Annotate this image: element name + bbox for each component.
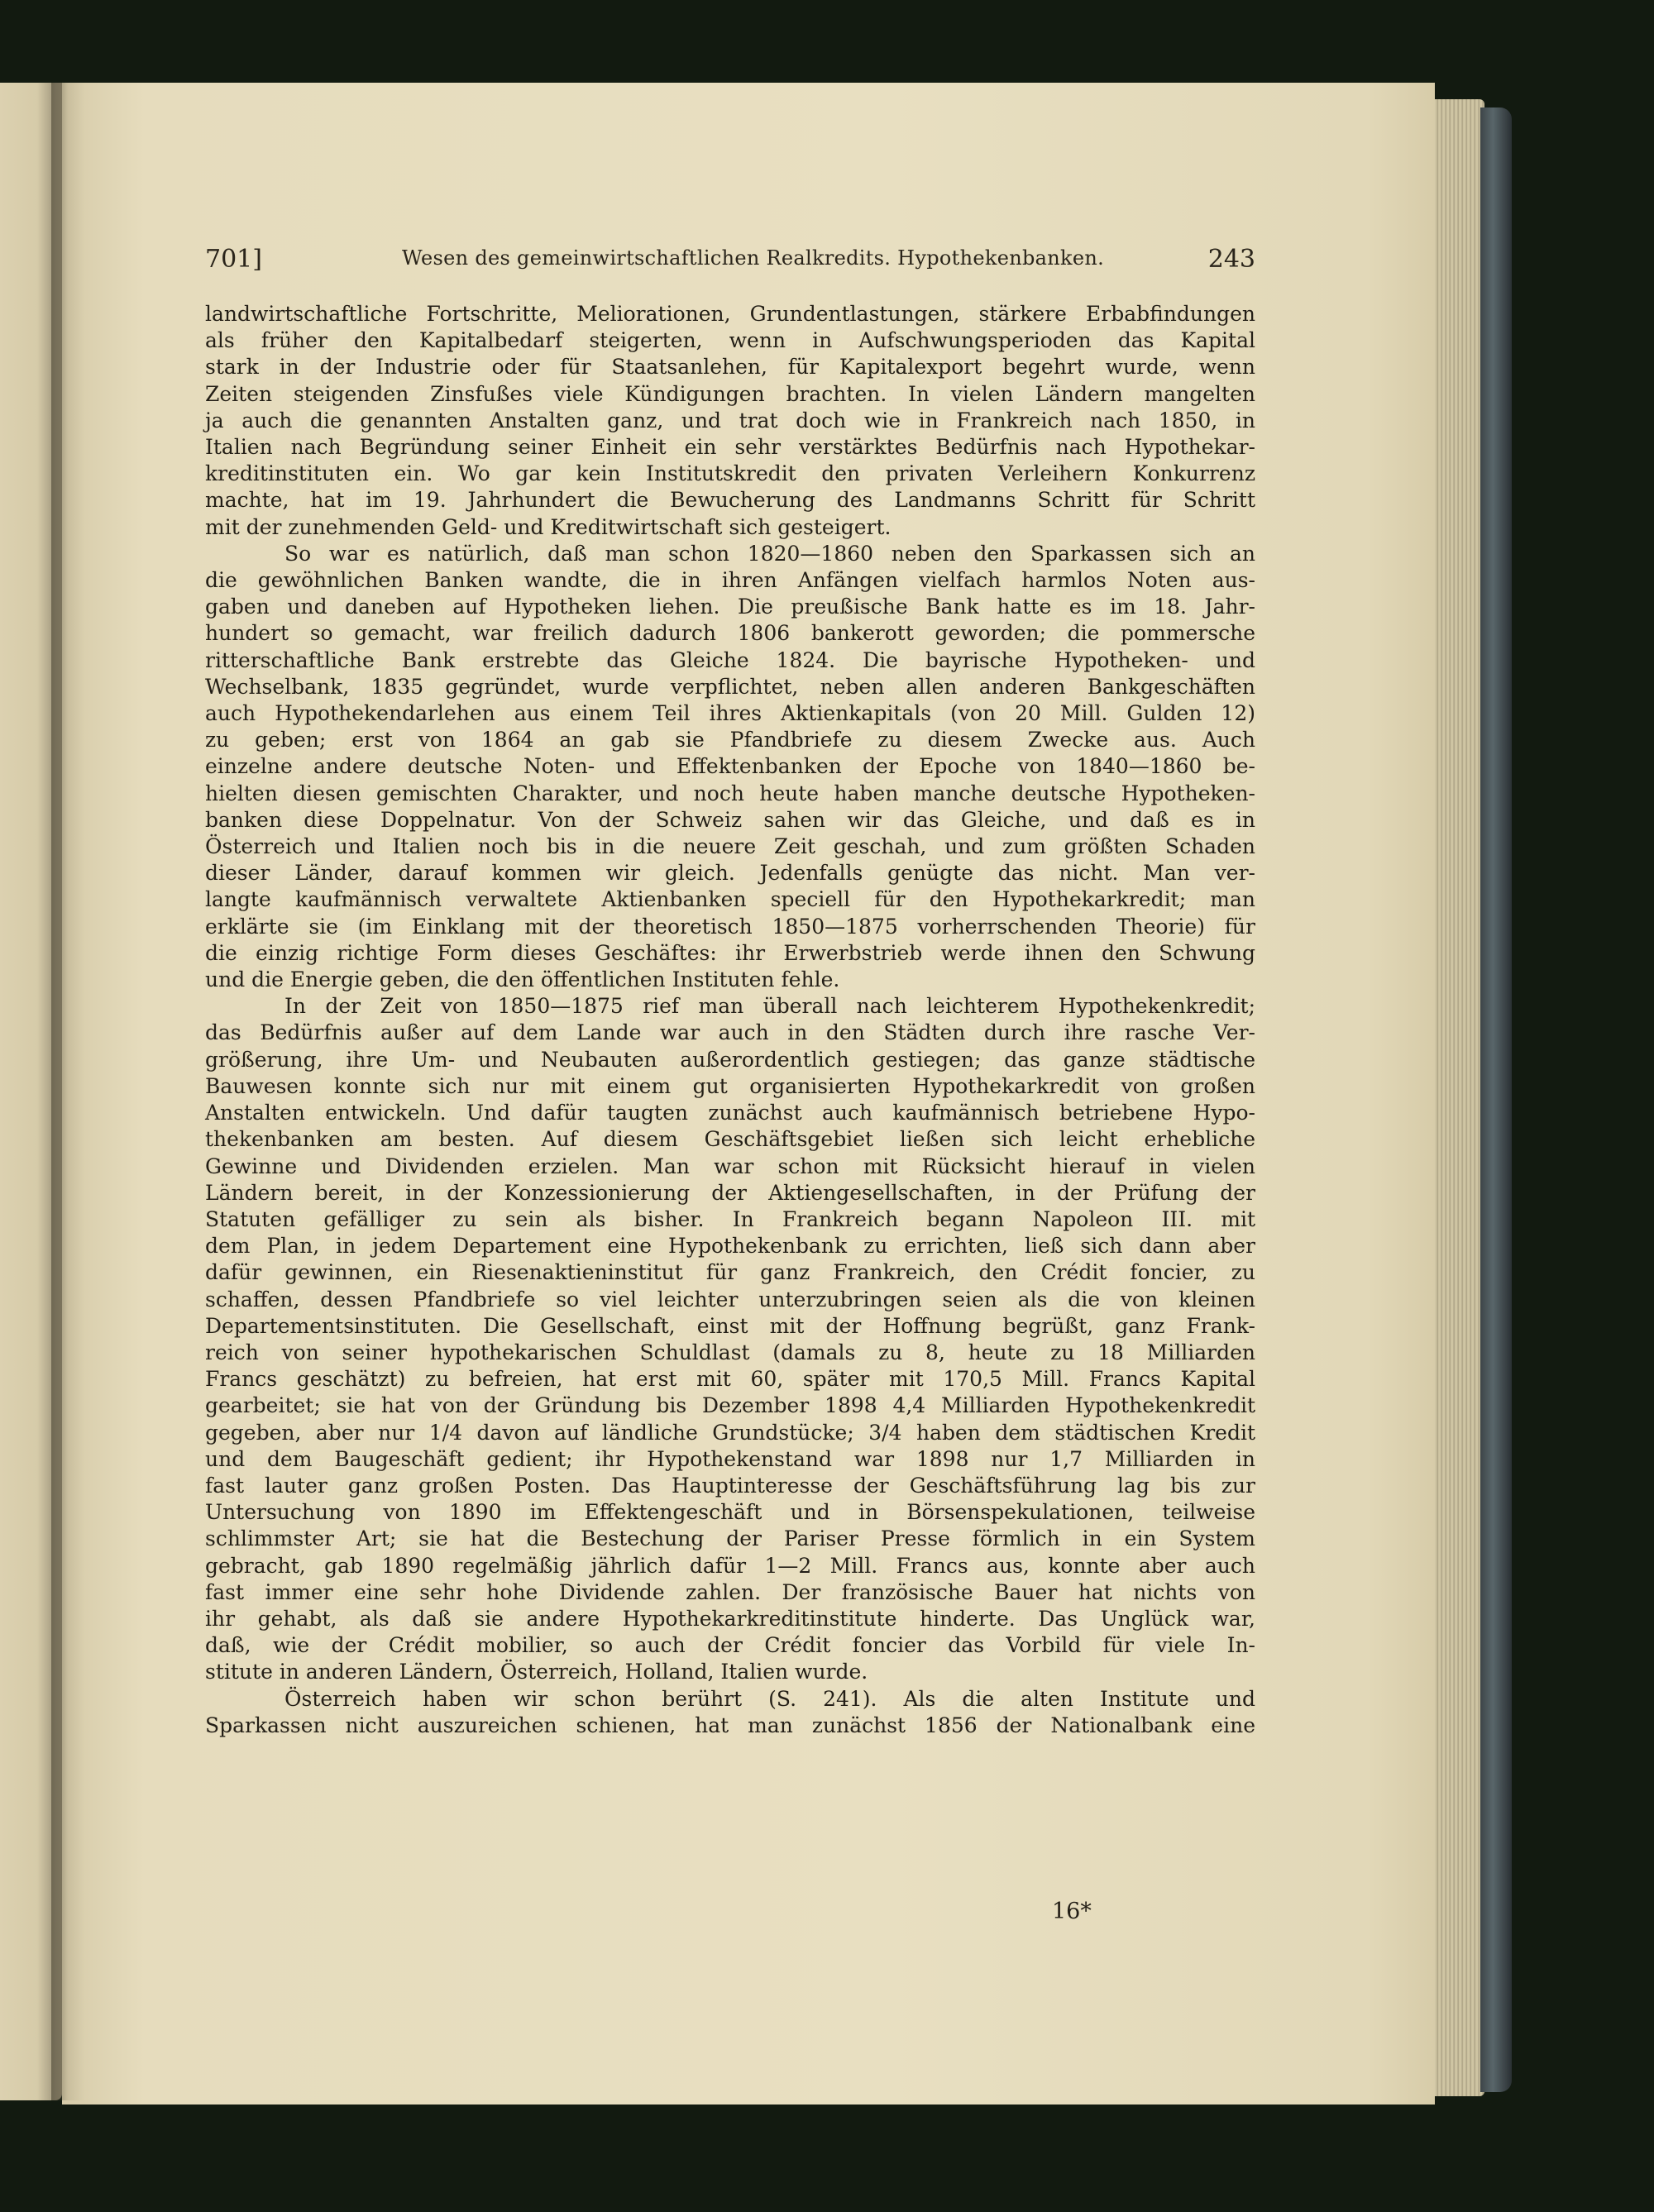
text-line: In der Zeit von 1850—1875 rief man überall nach leichterem Hypothekenkredit; — [284, 994, 1255, 1019]
text-line: Anstalten entwickeln. Und dafür taugten zunächst auch kaufmännisch betriebene Hypo- — [205, 1101, 1255, 1125]
text-line: ritterschaftliche Bank erstrebte das Gleiche 1824. Die bayrische Hypotheken- und — [205, 647, 1255, 672]
text-line: Gewinne und Dividenden erzielen. Man war schon mit Rücksicht hierauf in vielen — [205, 1154, 1255, 1178]
text-line: thekenbanken am besten. Auf diesem Geschäftsgebiet ließen sich leicht erhebliche — [205, 1127, 1255, 1152]
text-line: machte, hat im 19. Jahrhundert die Bewucherung des Landmanns Schritt für Schritt — [205, 488, 1255, 513]
book-cover-edge — [1480, 107, 1512, 2092]
text-line: gebracht, gab 1890 regelmäßig jährlich dafür 1—2 Mill. Francs aus, konnte aber auch — [205, 1553, 1255, 1578]
running-title: Wesen des gemeinwirtschaftlichen Realkredits. Hypothekenbanken. — [402, 246, 1105, 270]
text-line: schaffen, dessen Pfandbriefe so viel leichter unterzubringen seien als die von kleinen — [205, 1287, 1255, 1311]
text-line: gaben und daneben auf Hypotheken liehen. Die preußische Bank hatte es im 18. Jahr- — [205, 595, 1255, 619]
text-line: schlimmster Art; sie hat die Bestechung der Pariser Presse förmlich in ein System — [205, 1526, 1255, 1551]
text-line: einzelne andere deutsche Noten- und Effektenbanken der Epoche von 1840—1860 be- — [205, 754, 1255, 779]
text-line: als früher den Kapitalbedarf steigerten, wenn in Aufschwungsperioden das Kapital — [205, 328, 1255, 353]
text-line: und dem Baugeschäft gedient; ihr Hypothekenstand war 1898 nur 1,7 Milliarden in — [205, 1446, 1255, 1471]
text-line: auch Hypothekendarlehen aus einem Teil ihres Aktienkapitals (von 20 Mill. Gulden 12) — [205, 701, 1255, 726]
text-line: mit der zunehmenden Geld- und Kreditwirtschaft sich gesteigert. — [205, 514, 892, 539]
text-line: dem Plan, in jedem Departement eine Hypothekenbank zu errichten, ließ sich dann aber — [205, 1234, 1255, 1259]
page-stack-edge — [1435, 99, 1484, 2096]
text-line: und die Energie geben, die den öffentlichen Instituten fehle. — [205, 967, 840, 992]
text-line: größerung, ihre Um- und Neubauten außerordentlich gestiegen; das ganze städtische — [205, 1047, 1255, 1072]
text-line: Österreich und Italien noch bis in die neuere Zeit geschah, und zum größten Schaden — [205, 834, 1255, 859]
text-line: Sparkassen nicht auszureichen schienen, hat man zunächst 1856 der Nationalbank eine — [205, 1713, 1255, 1737]
text-line: Bauwesen konnte sich nur mit einem gut organisierten Hypothekarkredit von großen — [205, 1073, 1255, 1098]
text-line: zu geben; erst von 1864 an gab sie Pfandbriefe zu diesem Zwecke aus. Auch — [205, 728, 1255, 752]
text-line: ja auch die genannten Anstalten ganz, und trat doch wie in Frankreich nach 1850, in — [205, 408, 1255, 432]
text-line: ihr gehabt, als daß sie andere Hypothekarkreditinstitute hinderte. Das Unglück war, — [205, 1606, 1255, 1631]
text-line: Francs geschätzt) zu befreien, hat erst mit 60, später mit 170,5 Mill. Francs Kapital — [205, 1367, 1255, 1392]
text-line: stitute in anderen Ländern, Österreich, Holland, Italien wurde. — [205, 1660, 868, 1684]
text-line: Wechselbank, 1835 gegründet, wurde verpflichtet, neben allen anderen Bankgeschäften — [205, 674, 1255, 699]
body-text — [205, 301, 1255, 1739]
text-line: langte kaufmännisch verwaltete Aktienbanken speciell für den Hypothekarkredit; man — [205, 887, 1255, 912]
text-line: Österreich haben wir schon berührt (S. 241). Als die alten Institute und — [284, 1686, 1255, 1711]
signature-mark: 16* — [1052, 1899, 1092, 1924]
text-line: dieser Länder, darauf kommen wir gleich. Jedenfalls genügte das nicht. Man ver- — [205, 861, 1255, 886]
text-line: fast immer eine sehr hohe Dividende zahlen. Der französische Bauer hat nichts von — [205, 1579, 1255, 1604]
text-line: hundert so gemacht, war freilich dadurch 1806 bankerott geworden; die pommersche — [205, 621, 1255, 646]
text-line: die gewöhnlichen Banken wandte, die in ihren Anfängen vielfach harmlos Noten aus- — [205, 568, 1255, 593]
text-line: Italien nach Begründung seiner Einheit ein sehr verstärktes Bedürfnis nach Hypothekar- — [205, 435, 1255, 460]
chapter-page-number: 701] — [205, 245, 262, 274]
running-head — [205, 245, 1255, 278]
text-line: erklärte sie (im Einklang mit der theoretisch 1850—1875 vorherrschenden Theorie) für — [205, 914, 1255, 939]
text-line: die einzig richtige Form dieses Geschäftes: ihr Erwerbstrieb werde ihnen den Schwung — [205, 940, 1255, 965]
text-line: Ländern bereit, in der Konzessionierung der Aktiengesellschaften, in der Prüfung der — [205, 1180, 1255, 1205]
text-line: fast lauter ganz großen Posten. Das Hauptinteresse der Geschäftsführung lag bis zur — [205, 1473, 1255, 1498]
text-line: Zeiten steigenden Zinsfußes viele Kündigungen brachten. In vielen Ländern mangelten — [205, 381, 1255, 406]
gutter-shadow — [51, 83, 84, 2100]
page-number: 243 — [1207, 245, 1255, 274]
text-line: Untersuchung von 1890 im Effektengeschäft und in Börsenspekulationen, teilweise — [205, 1500, 1255, 1525]
text-line: gegeben, aber nur 1/4 davon auf ländliche Grundstücke; 3/4 haben dem städtischen Kredit — [205, 1420, 1255, 1445]
text-line: banken diese Doppelnatur. Von der Schweiz sahen wir das Gleiche, und daß es in — [205, 807, 1255, 832]
text-line: das Bedürfnis außer auf dem Lande war auch in den Städten durch ihre rasche Ver- — [205, 1020, 1255, 1045]
text-line: So war es natürlich, daß man schon 1820—1860 neben den Sparkassen sich an — [284, 541, 1255, 566]
text-line: Departementsinstituten. Die Gesellschaft, einst mit der Hoffnung begrüßt, ganz Frank- — [205, 1313, 1255, 1338]
text-line: kreditinstituten ein. Wo gar kein Institutskredit den privaten Verleihern Konkurrenz — [205, 461, 1255, 486]
text-line: daß, wie der Crédit mobilier, so auch der Crédit foncier das Vorbild für viele In- — [205, 1633, 1255, 1658]
text-line: Statuten gefälliger zu sein als bisher. In Frankreich begann Napoleon III. mit — [205, 1206, 1255, 1231]
text-line: hielten diesen gemischten Charakter, und noch heute haben manche deutsche Hypotheken- — [205, 781, 1255, 805]
text-line: reich von seiner hypothekarischen Schuldlast (damals zu 8, heute zu 18 Milliarden — [205, 1340, 1255, 1364]
text-line: stark in der Industrie oder für Staatsanlehen, für Kapitalexport begehrt wurde, wenn — [205, 355, 1255, 380]
text-line: dafür gewinnen, ein Riesenaktieninstitut für ganz Frankreich, den Crédit foncier, zu — [205, 1260, 1255, 1285]
text-line: landwirtschaftliche Fortschritte, Meliorationen, Grundentlastungen, stärkere Erbabfindungen — [205, 302, 1255, 326]
text-line: gearbeitet; sie hat von der Gründung bis Dezember 1898 4,4 Milliarden Hypothekenkredit — [205, 1393, 1255, 1418]
